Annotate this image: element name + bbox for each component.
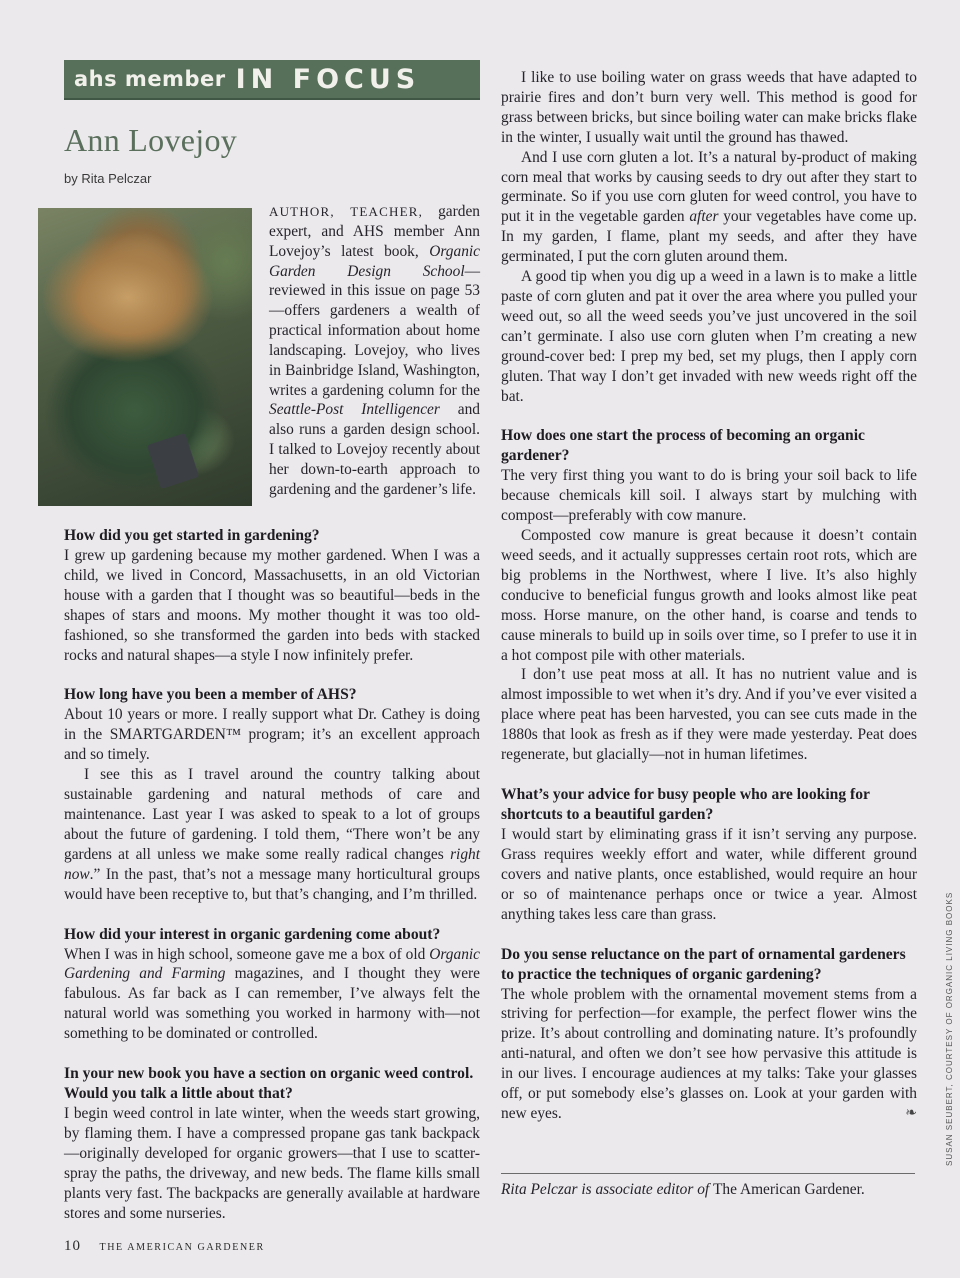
book-title: Organic Garden Design School: [269, 242, 480, 280]
intro-text-2: —reviewed in this issue on page 53—offers gardeners a wealth of practical information about home landscaping. Lovejoy, who lives in Bainbridge Island, Washington, writes a gardening column for the: [269, 262, 480, 399]
intro-paragraph: [269, 202, 480, 500]
plant-pot-shape: [147, 433, 199, 489]
article-headline: Ann Lovejoy: [64, 122, 238, 158]
answer-5: The very first thing you want to do is bring your soil back to life because chemicals kill soil. I always start by mulching with compost—preferably with cow manure.: [501, 467, 917, 525]
intro-block: [64, 203, 480, 526]
author-note-text: Rita Pelczar is associate editor of: [501, 1181, 714, 1198]
answer-4-text-b: your vegetables have come up. In my garden, I flame, plant my seeds, and after they have germinated, I put the corn gluten around them.: [501, 208, 917, 266]
question-5: How does one start the process of becoming an organic gardener?: [501, 427, 865, 465]
end-mark-icon: ❧: [905, 1105, 917, 1121]
answer-7-text: The whole problem with the ornamental movement stems from a striving for perfection—for example, the perfect flower wins the prize. It’s about controlling and dominating nature. It’s profoundly anti-natural, and often we don’t see how pervasive this attitude is in our lives. I encourage audiences at my talks: Take your glasses off, or put somebody else’s glasses on. Look at your garden with new eyes.: [501, 985, 917, 1122]
magazine-title: Organic Gardening and Farming: [64, 945, 480, 983]
question-3: How did your interest in organic gardening come about?: [64, 925, 441, 943]
publication-name: The American Gardener.: [713, 1181, 865, 1198]
banner-emphasis: IN FOCUS: [235, 63, 421, 95]
question-7: Do you sense reluctance on the part of ornamental gardeners to practice the techniques of organic gardening?: [501, 945, 906, 983]
answer-2-para-2: [64, 765, 480, 904]
question-4: In your new book you have a section on organic weed control. Would you talk a little about that?: [64, 1065, 474, 1103]
page-footer: [64, 1238, 265, 1255]
answer-6: I would start by eliminating grass if it isn’t serving any purpose. Grass requires weekly effort and water, while different ground covers and native plants, once established, would require an hour or so of maintenance perhaps once or twice a year. Almost anything takes less care than grass.: [501, 826, 917, 923]
intro-text-3: and also runs a garden design school. I talked to Lovejoy recently about her down-to-earth approach to gardening and the gardener’s life.: [269, 401, 480, 498]
question-6: What’s your advice for busy people who are looking for shortcuts to a beautiful garden?: [501, 786, 870, 823]
author-note: [501, 1173, 915, 1199]
answer-3: [64, 945, 480, 1045]
answer-3-text-b: magazines, and I thought they were fabulous. As far back as I can remember, I’ve always felt the natural world was something you worked in harmony with—not something to be dominated or controlled.: [64, 965, 480, 1043]
section-banner: [64, 60, 480, 100]
answer-4-para-3: [501, 148, 917, 267]
answer-2-text-a: I see this as I travel around the country talking about sustainable gardening and natural methods of care and maintenance. Last year I was asked to speak to a lot of groups about the future of gardening. I told them, “There won’t be any gardens at all unless we make some really radical changes: [64, 766, 480, 863]
question-1: How did you get started in gardening?: [64, 527, 320, 544]
byline: by Rita Pelczar: [64, 171, 152, 186]
newspaper-title: Seattle-Post Intelligencer: [269, 401, 440, 419]
answer-4: I begin weed control in late winter, when the weeds start growing, by flaming them. I have a compressed propane gas tank backpack—originally developed for organic growers—that I use to scatter-spray the paths, the driveway, and new beds. The flame kills small plants very fast. The backpacks are generally available at hardware stores and some nurseries.: [64, 1105, 480, 1222]
answer-2: About 10 years or more. I really support what Dr. Cathey is doing in the SMARTGARDEN™ program; it’s an excellent approach and so timely.: [64, 706, 480, 764]
banner-prefix: ahs member: [74, 67, 226, 91]
right-column: [501, 68, 917, 1124]
answer-4-emphasis: after: [689, 208, 719, 226]
footer-publication: THE AMERICAN GARDENER: [99, 1242, 265, 1253]
answer-2-text-b: .” In the past, that’s not a message many horticultural groups would have been receptive to, but that’s changing, and I’m thrilled.: [64, 865, 480, 903]
left-column: [64, 60, 480, 1223]
portrait-photo: [38, 208, 252, 506]
answer-4-para-4: A good tip when you dig up a weed in a lawn is to make a little paste of corn gluten and pat it over the area where you pulled your weed out, so all the weed seeds you’ve just uncovered in the soil can’t germinate. I also use corn gluten when I’m creating a new ground-cover bed: I prep my bed, set my plugs, then I apply corn gluten. That way I don’t get invaded with new weeds right off the bat.: [501, 268, 917, 405]
answer-5-para-2: Composted cow manure is great because it doesn’t contain weed seeds, and it actually suppresses certain root rots, which are big problems in the Northwest, where I live. It’s also highly conducive to beneficial fungus growth and looks almost like peat moss. Horse manure, on the other hand, is coarse and tends to cause minerals to build up in soils over time, so I prefer to use it in a hot compost pile with other materials.: [501, 527, 917, 664]
intro-lead: AUTHOR, TEACHER,: [269, 204, 424, 219]
answer-2-emphasis: right now: [64, 845, 480, 883]
intro-text-1: garden expert, and AHS member Ann Lovejoy’s latest book,: [269, 203, 480, 260]
answer-1: I grew up gardening because my mother gardened. When I was a child, we lived in Concord, Massachusetts, in an old Victorian house with a garden that I thought was so beautiful—beds in the shapes of stars and moons. My mother thought it was too old-fashioned, so she transformed the garden into beds with stacked rocks and natural shapes—a style I now infinitely prefer.: [64, 547, 480, 664]
answer-5-para-3: I don’t use peat moss at all. It has no nutrient value and is almost impossible to wet when it’s dry. And if you’ve ever visited a place where peat has been harvested, you can see cuts made in the 1880s that look as fresh as if they were made yesterday. Peat does regenerate, but glacially—not in human lifetimes.: [501, 666, 917, 764]
question-2: How long have you been a member of AHS?: [64, 686, 357, 704]
answer-3-text-a: When I was in high school, someone gave me a box of old: [64, 945, 430, 963]
page-number: 10: [64, 1238, 81, 1254]
photo-credit: SUSAN SEUBERT, COURTESY OF ORGANIC LIVING BOOKS: [945, 891, 954, 1166]
answer-4-text-a: And I use corn gluten a lot. It’s a natural by-product of making corn meal that works by causing seeds to dry out after they start to germinate. So if you use corn gluten for weed control, you have to put it in the vegetable garden: [501, 148, 917, 226]
answer-7: [501, 985, 917, 1124]
answer-4-para-2: I like to use boiling water on grass weeds that have adapted to prairie fires and don’t burn very well. This method is good for grass between bricks, but since boiling water can make bricks flake in the winter, I usually wait until the ground has thawed.: [501, 69, 917, 146]
